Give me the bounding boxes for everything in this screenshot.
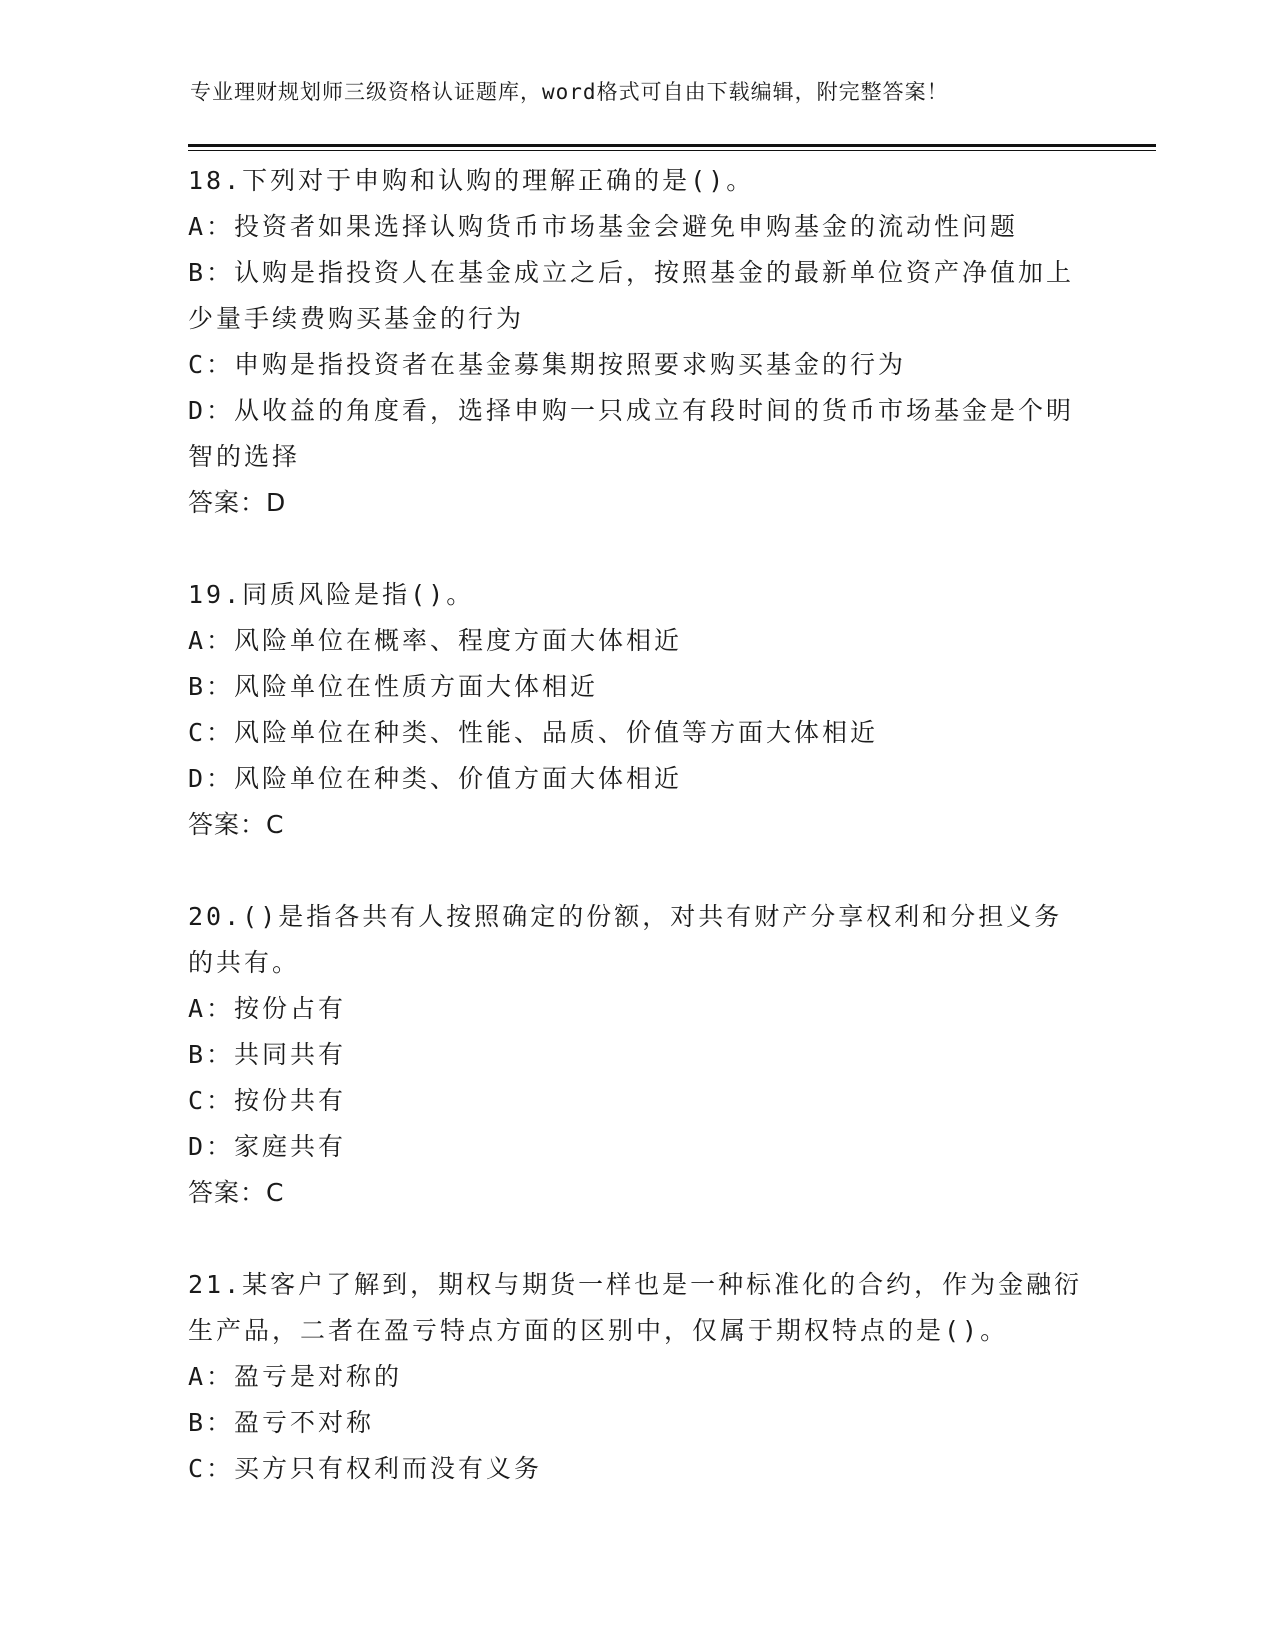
- question-stem: 18.下列对于申购和认购的理解正确的是()。: [188, 166, 755, 195]
- header-divider-thin: [188, 150, 1156, 151]
- option-a: A：投资者如果选择认购货币市场基金会避免申购基金的流动性问题: [188, 212, 1019, 241]
- question-list: [188, 158, 1088, 1492]
- option-c: C：申购是指投资者在基金募集期按照要求购买基金的行为: [188, 350, 907, 379]
- option-b: B：共同共有: [188, 1040, 347, 1069]
- page-header: 专业理财规划师三级资格认证题库，word格式可自由下载编辑，附完整答案！: [190, 80, 949, 104]
- spacer: [188, 526, 1088, 572]
- question-18: [188, 158, 1088, 526]
- option-b: B：风险单位在性质方面大体相近: [188, 672, 599, 701]
- option-a: A：盈亏是对称的: [188, 1362, 403, 1391]
- option-a: A：按份占有: [188, 994, 347, 1023]
- question-stem: 19.同质风险是指()。: [188, 580, 475, 609]
- option-c: C：风险单位在种类、性能、品质、价值等方面大体相近: [188, 718, 879, 747]
- option-a: A：风险单位在概率、程度方面大体相近: [188, 626, 683, 655]
- question-20: [188, 894, 1088, 1216]
- question-19: [188, 572, 1088, 848]
- option-b: B：盈亏不对称: [188, 1408, 375, 1437]
- option-d: D：从收益的角度看，选择申购一只成立有段时间的货币市场基金是个明智的选择: [188, 396, 1075, 471]
- option-b: B：认购是指投资人在基金成立之后，按照基金的最新单位资产净值加上少量手续费购买基金的行为: [188, 258, 1075, 333]
- spacer: [188, 848, 1088, 894]
- header-divider-thick: [188, 144, 1156, 147]
- answer-line: 答案：C: [188, 1178, 285, 1207]
- spacer: [188, 1216, 1088, 1262]
- option-c: C：买方只有权利而没有义务: [188, 1454, 543, 1483]
- question-21: [188, 1262, 1088, 1492]
- option-c: C：按份共有: [188, 1086, 347, 1115]
- option-d: D：风险单位在种类、价值方面大体相近: [188, 764, 683, 793]
- question-stem: 21.某客户了解到，期权与期货一样也是一种标准化的合约，作为金融衍生产品，二者在盈亏特点方面的区别中，仅属于期权特点的是()。: [188, 1270, 1083, 1345]
- answer-line: 答案：D: [188, 488, 287, 517]
- answer-line: 答案：C: [188, 810, 285, 839]
- question-stem: 20.()是指各共有人按照确定的份额，对共有财产分享权利和分担义务的共有。: [188, 902, 1063, 977]
- option-d: D：家庭共有: [188, 1132, 347, 1161]
